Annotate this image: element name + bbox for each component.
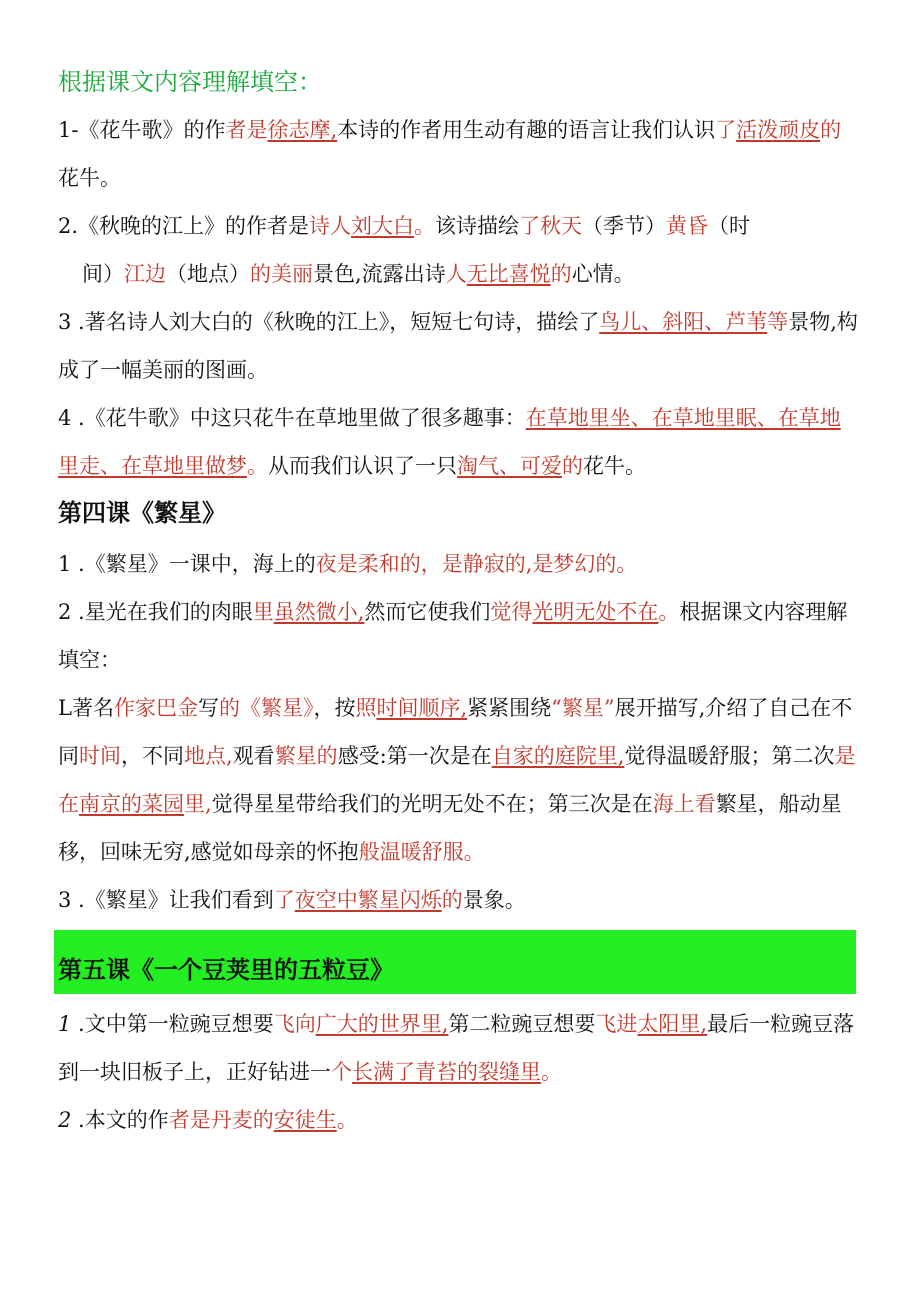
lesson-5-question-2: 2 .本文的作者是丹麦的安徒生。 xyxy=(58,1108,358,1132)
answer: 鸟儿、斜阳、芦苇 xyxy=(599,310,768,334)
answer: 刘大白 xyxy=(351,214,415,238)
answer: 徐志摩, xyxy=(267,118,338,142)
lesson-4-question-2: 2 .星光在我们的肉眼里虽然微小,然而它使我们觉得光明无处不在。根据课文内容理解填空： xyxy=(58,600,848,672)
answer: 南京的菜园 xyxy=(79,792,184,816)
question-4: 4 .《花牛歌》中这只花牛在草地里做了很多趣事：在草地里坐、在草地里眠、在草地里走、在草地里做梦。从而我们认识了一只淘气、可爱的花牛。 xyxy=(58,406,841,478)
answer: 长满了青苔的裂缝里 xyxy=(352,1060,541,1084)
worksheet xyxy=(58,62,858,1144)
question-1: 1-《花牛歌》的作者是徐志摩,本诗的作者用生动有趣的语言让我们认识了活泼顽皮的花牛。 xyxy=(58,118,842,190)
question-3: 3 .著名诗人刘大白的《秋晚的江上》，短短七句诗，描绘了鸟儿、斜阳、芦苇等景物,构成了一幅美丽的图画。 xyxy=(58,310,858,382)
answer: 活泼顽皮 xyxy=(736,118,821,142)
answer: 自家的庭院里, xyxy=(491,744,625,768)
intro-heading: 根据课文内容理解填空： xyxy=(58,68,322,96)
lesson-4-paragraph: L著名作家巴金写的《繁星》，按照时间顺序,紧紧围绕“繁星”展开描写,介绍了自己在不同时间，不同地点,观看繁星的感受:第一次是在自家的庭院里,觉得温暖舒服；第二次是在南京的菜园里,觉得星星带给我们的光明无处不在；第三次是在海上看繁星，船动星移，回味无穷,感觉如母亲的怀抱般温暖舒服。 xyxy=(58,696,856,864)
answer: 无比喜悦 xyxy=(466,262,551,286)
answer: 时间顺序, xyxy=(376,696,468,720)
answer: 在草地里坐、在草地里眠、在草地里走、在草地里做梦 xyxy=(58,406,841,478)
answer: 光明无处不在 xyxy=(532,600,659,624)
lesson-5-title-banner xyxy=(54,930,856,994)
lesson-4-question-1: 1 .《繁星》一课中，海上的夜是柔和的，是静寂的,是梦幻的。 xyxy=(58,552,638,576)
lesson-5-question-1: 1 .文中第一粒豌豆想要飞向广大的世界里,第二粒豌豆想要飞进太阳里,最后一粒豌豆落到一块旧板子上，正好钻进一个长满了青苔的裂缝里。 xyxy=(58,1012,855,1084)
question-2: 2.《秋晚的江上》的作者是诗人刘大白。该诗描绘了秋天（季节）黄昏（时 间）江边（地点）的美丽景色,流露出诗人无比喜悦的心情。 xyxy=(58,214,751,286)
answer: 夜空中繁星闪烁 xyxy=(294,888,442,912)
answer: 太阳里, xyxy=(637,1012,708,1036)
answer: 虽然微小, xyxy=(273,600,365,624)
answer: 广大的世界里, xyxy=(315,1012,449,1036)
answer: 安徒生 xyxy=(273,1108,337,1132)
answer: 淘气、可爱 xyxy=(457,454,562,478)
lesson-4-title: 第四课《繁星》 xyxy=(58,499,226,527)
lesson-4-question-3: 3 .《繁星》让我们看到了夜空中繁星闪烁的景象。 xyxy=(58,888,526,912)
lesson-5-title: 第五课《一个豆荚里的五粒豆》 xyxy=(58,956,394,984)
